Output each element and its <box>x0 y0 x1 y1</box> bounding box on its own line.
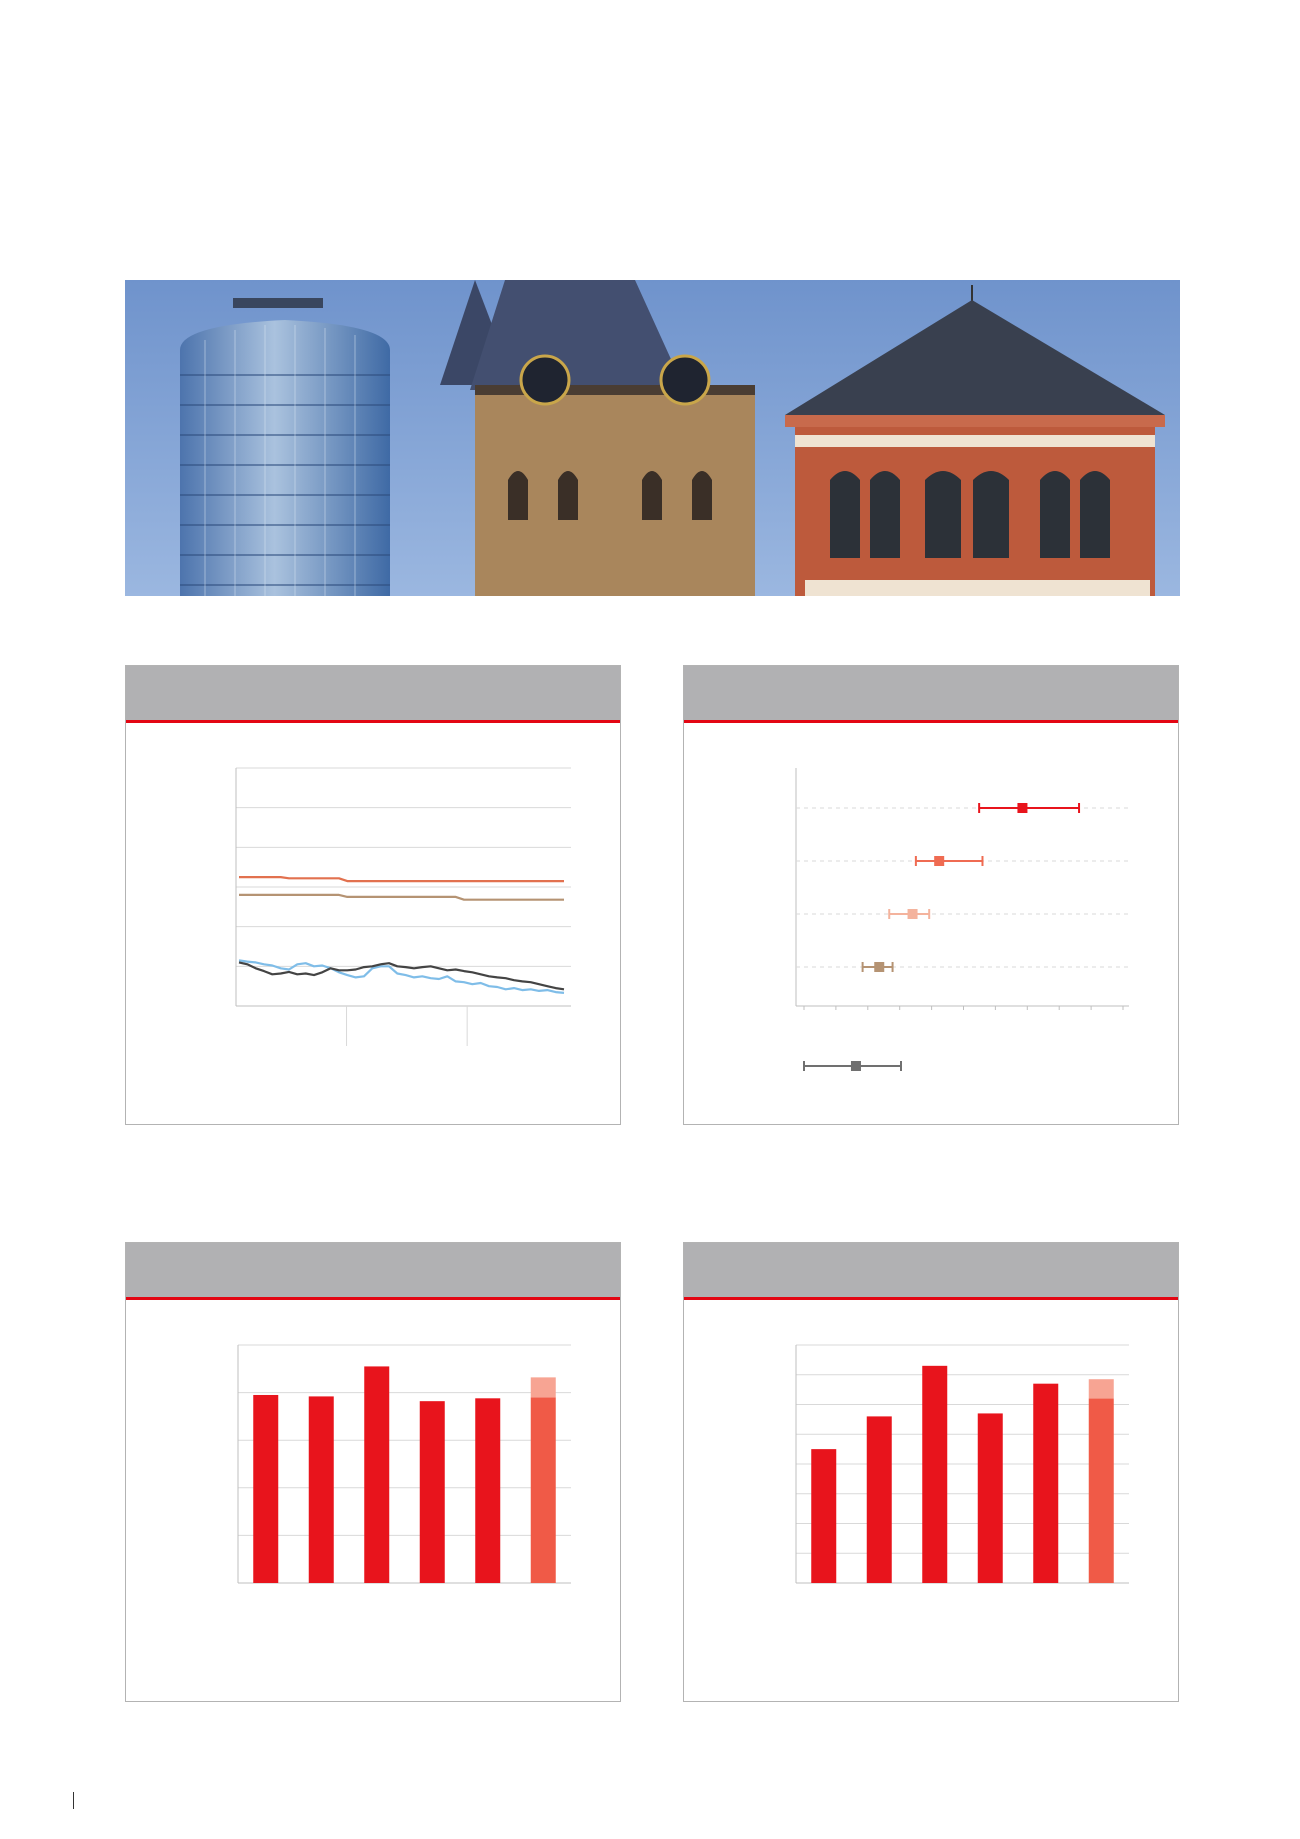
series-line-1 <box>239 877 564 881</box>
bar-2 <box>309 1396 334 1583</box>
panel-header <box>126 666 620 723</box>
point-marker-3 <box>908 909 918 919</box>
bar-4 <box>978 1413 1003 1583</box>
bar-2 <box>867 1416 892 1583</box>
bar-6 <box>531 1397 556 1583</box>
chart-panel-3 <box>125 1242 621 1702</box>
series-line-3 <box>239 960 564 993</box>
page-marker <box>73 1792 74 1809</box>
chart-panel-2 <box>683 665 1179 1125</box>
bar-chart-b <box>684 1300 1178 1700</box>
bar-chart-a <box>126 1300 620 1700</box>
panel-header <box>684 1243 1178 1300</box>
point-marker-4 <box>874 962 884 972</box>
panel-header <box>126 1243 620 1300</box>
legend-marker <box>851 1061 861 1071</box>
point-marker-2 <box>934 856 944 866</box>
chart-panel-1 <box>125 665 621 1125</box>
city-towers-photo <box>125 280 1180 596</box>
bar-1 <box>253 1395 278 1583</box>
panel-header <box>684 666 1178 723</box>
bar-1 <box>811 1449 836 1583</box>
photo-illustration <box>125 280 1180 596</box>
point-marker-1 <box>1017 803 1027 813</box>
glass-tower <box>180 298 390 596</box>
bar-6 <box>1089 1399 1114 1583</box>
bar-5 <box>1033 1384 1058 1583</box>
bar-extension-6 <box>531 1377 556 1397</box>
bar-5 <box>475 1398 500 1583</box>
line-chart <box>126 723 620 1123</box>
series-line-2 <box>239 895 564 900</box>
bar-3 <box>364 1366 389 1583</box>
bar-3 <box>922 1366 947 1583</box>
range-chart <box>684 723 1178 1123</box>
bar-extension-6 <box>1089 1379 1114 1398</box>
chart-panel-4 <box>683 1242 1179 1702</box>
bar-4 <box>420 1401 445 1583</box>
